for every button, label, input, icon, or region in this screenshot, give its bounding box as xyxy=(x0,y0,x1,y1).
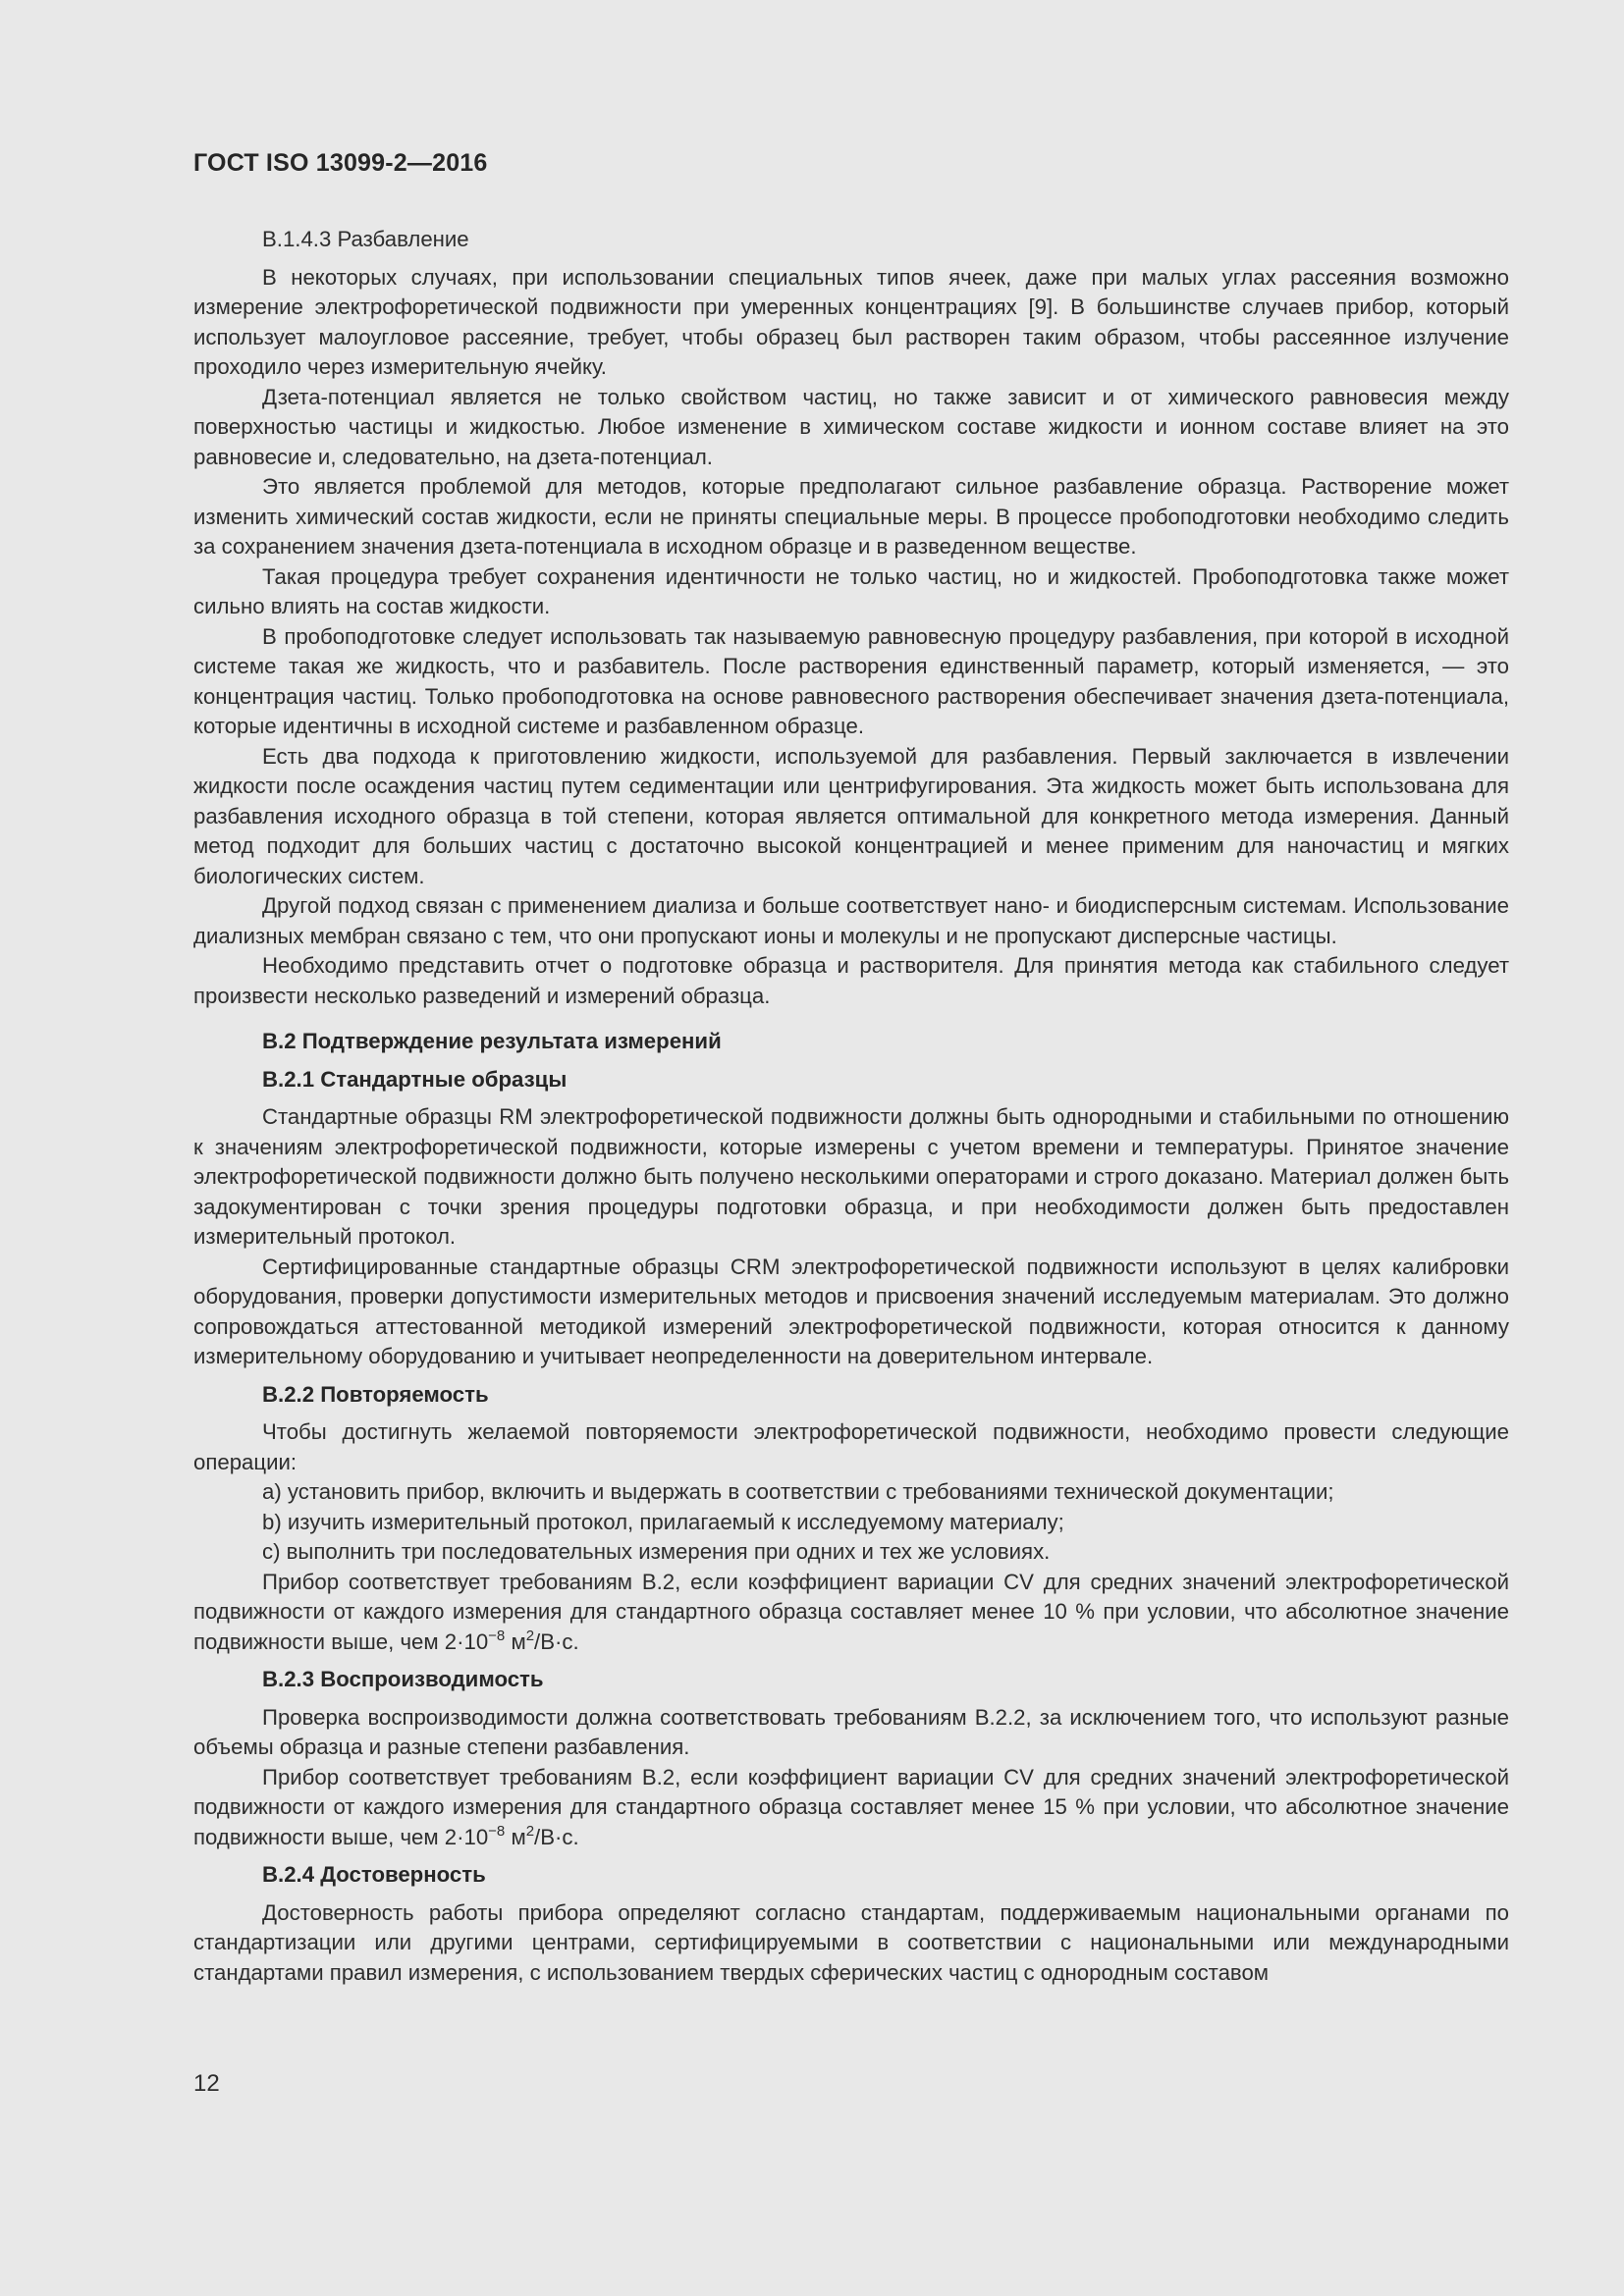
document-header-title: ГОСТ ISO 13099-2—2016 xyxy=(193,149,488,177)
section-title-b2: В.2 Подтверждение результата измерений xyxy=(262,1029,722,1053)
paragraph: Есть два подхода к приготовлению жидкости, используемой для разбавления. Первый заключается в извлечении жидкости после осаждения частиц путем седиментации или центрифугирования. Эта жидкость может быть использована для разбавления исходного образца в той степени, которая является оптимальной для конкретного метода измерения. Данный метод подходит для больших частиц с достаточно высокой концентрацией и менее применим для наночастиц и мягких биологических систем. xyxy=(193,743,1509,888)
paragraph: Другой подход связан с применением диализа и больше соответствует нано- и биодисперсным системам. Использование диализных мембран связано с тем, что они пропускают ионы и молекулы и не пропускают дисперсные частицы. xyxy=(193,893,1509,948)
list-item: a) установить прибор, включить и выдержать в соответствии с требованиями технической документации; xyxy=(262,1479,1334,1504)
paragraph: Достоверность работы прибора определяют согласно стандартам, поддерживаемым национальными органами по стандартизации или другими центрами, сертифицируемыми в соответствии с национальными или международными стандартами правил измерения, с использованием твердых сферических частиц с однородным составом xyxy=(193,1899,1509,1985)
paragraph: Такая процедура требует сохранения идентичности не только частиц, но и жидкостей. Пробоподготовка также может сильно влиять на состав жидкости. xyxy=(193,563,1509,618)
formula-unit: м xyxy=(505,1824,526,1849)
formula-unit-exponent: 2 xyxy=(525,1627,535,1644)
paragraph: Проверка воспроизводимости должна соответствовать требованиям В.2.2, за исключением того, что используют разные объемы образца и разные степени разбавления. xyxy=(193,1704,1509,1759)
paragraph: Необходимо представить отчет о подготовке образца и растворителя. Для принятия метода как стабильного следует произвести несколько разведений и измерений образца. xyxy=(193,953,1509,1008)
formula-tail: /В·с. xyxy=(534,1629,579,1654)
paragraph: Это является проблемой для методов, которые предполагают сильное разбавление образца. Растворение может изменить химический состав жидкости, если не приняты специальные меры. В процессе пробоподготовки необходимо следить за сохранением значения дзета-потенциала в исходном образце и в разведенном веществе. xyxy=(193,474,1509,559)
paragraph-with-formula xyxy=(193,1763,1509,1853)
page-number: 12 xyxy=(193,2070,220,2097)
paragraph: В пробоподготовке следует использовать так называемую равновесную процедуру разбавления, при которой в исходной системе такая же жидкость, что и разбавитель. После растворения единственный параметр, который изменяется, — это концентрация частиц. Только пробоподготовка на основе равновесного растворения обеспечивает значения дзета-потенциала, которые идентичны в исходной системе и разбавленном образце. xyxy=(193,623,1509,738)
formula-unit: м xyxy=(505,1629,526,1654)
paragraph: Сертифицированные стандартные образцы CRM электрофоретической подвижности используют в целях калибровки оборудования, проверки допустимости измерительных методов и присвоения значений исследуемым материалам. Это должно сопровождаться аттестованной методикой измерений электрофоретической подвижности, которая относится к данному измерительному оборудованию и учитывает неопределенности на доверительном интервале. xyxy=(193,1254,1509,1368)
formula-unit-exponent: 2 xyxy=(525,1822,535,1840)
section-title-b24: В.2.4 Достоверность xyxy=(262,1862,486,1887)
paragraph: Дзета-потенциал является не только свойством частиц, но также зависит и от химического равновесия между поверхностью частицы и жидкостью. Любое изменение в химическом составе жидкости и ионном составе влияет на это равновесие и, следовательно, на дзета-потенциал. xyxy=(193,384,1509,469)
section-title-b23: В.2.3 Воспроизводимость xyxy=(262,1667,544,1691)
list-item: c) выполнить три последовательных измерения при одних и тех же условиях. xyxy=(262,1539,1051,1564)
section-title-b143: В.1.4.3 Разбавление xyxy=(262,227,469,251)
formula-text: Прибор соответствует требованиям В.2, если коэффициент вариации CV для средних значений электрофоретической подвижности от каждого измерения для стандартного образца составляет менее 10 % при условии, что абсолютное значение подвижности выше, чем 2·10 xyxy=(193,1569,1509,1654)
section-title-b22: В.2.2 Повторяемость xyxy=(262,1381,489,1407)
paragraph: Стандартные образцы RM электрофоретической подвижности должны быть однородными и стабильными по отношению к значениям электрофоретической подвижности, которые измерены с учетом времени и температуры. Принятое значение электрофоретической подвижности должно быть получено несколькими операторами и строго доказано. Материал должен быть задокументирован с точки зрения процедуры подготовки образца, и при необходимости должен быть предоставлен измерительный протокол. xyxy=(193,1104,1509,1249)
formula-exponent: −8 xyxy=(488,1822,506,1840)
paragraph: В некоторых случаях, при использовании специальных типов ячеек, даже при малых углах рассеяния возможно измерение электрофоретической подвижности при умеренных концентрациях [9]. В большинстве случаев прибор, который использует малоугловое рассеяние, требует, чтобы образец был растворен таким образом, чтобы рассеянное излучение проходило через измерительную ячейку. xyxy=(193,264,1509,379)
formula-exponent: −8 xyxy=(488,1627,506,1644)
formula-tail: /В·с. xyxy=(534,1824,579,1849)
formula-text: Прибор соответствует требованиям В.2, если коэффициент вариации CV для средних значений электрофоретической подвижности от каждого измерения для стандартного образца составляет менее 15 % при условии, что абсолютное значение подвижности выше, чем 2·10 xyxy=(193,1764,1509,1849)
list-item: b) изучить измерительный протокол, прилагаемый к исследуемому материалу; xyxy=(262,1509,1064,1534)
paragraph: Чтобы достигнуть желаемой повторяемости электрофоретической подвижности, необходимо провести следующие операции: xyxy=(193,1419,1509,1474)
section-title-b21: В.2.1 Стандартные образцы xyxy=(262,1066,568,1092)
document-body xyxy=(193,225,1509,1988)
paragraph-with-formula xyxy=(193,1568,1509,1658)
